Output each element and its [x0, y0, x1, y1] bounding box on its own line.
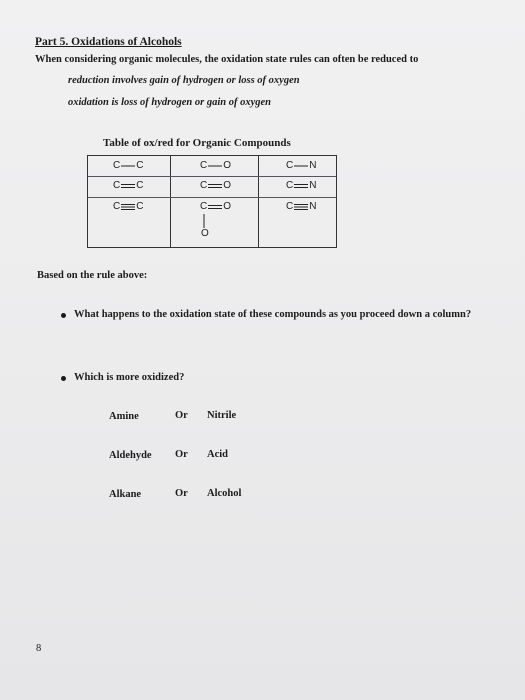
- atom-label: C: [286, 201, 294, 212]
- atom-label: C: [113, 201, 121, 212]
- atom-label: N: [309, 201, 317, 212]
- bullet-icon: [61, 376, 66, 381]
- bond-1-icon: [121, 161, 135, 171]
- question-column-trend: What happens to the oxidation state of these compounds as you proceed down a column?: [74, 309, 472, 320]
- atom-label: C: [136, 160, 144, 171]
- bond-3-icon: [294, 202, 308, 212]
- atom-label: C: [286, 180, 294, 191]
- atom-label: O: [223, 201, 232, 212]
- page-number: 8: [36, 643, 42, 654]
- atom-label: C: [286, 160, 294, 171]
- oxidation-table: [87, 155, 337, 248]
- pair-or: Or: [175, 410, 188, 421]
- bond-3-icon: [121, 202, 135, 212]
- table-divider: [170, 156, 171, 247]
- bond-cell: [286, 160, 316, 171]
- atom-label: N: [309, 160, 317, 171]
- oxidation-rule: oxidation is loss of hydrogen or gain of oxygen: [68, 97, 272, 108]
- bond-1-icon: [208, 161, 222, 171]
- bullet-icon: [61, 313, 66, 318]
- bond-2-icon: [208, 181, 222, 191]
- bond-cell: [113, 180, 143, 191]
- bond-2-icon: [208, 202, 222, 212]
- pair-right: Acid: [207, 449, 228, 460]
- bond-2-icon: [294, 181, 308, 191]
- reduction-rule: reduction involves gain of hydrogen or loss of oxygen: [68, 75, 300, 86]
- atom-label: C: [136, 201, 144, 212]
- pair-or: Or: [175, 488, 188, 499]
- bond-cell: [200, 180, 231, 191]
- atom-label: N: [309, 180, 317, 191]
- bond-1-icon: [202, 214, 206, 228]
- pair-right: Alcohol: [207, 488, 242, 499]
- pair-right: Nitrile: [207, 410, 237, 421]
- table-title: Table of ox/red for Organic Compounds: [103, 137, 291, 149]
- bond-cell: [286, 180, 316, 191]
- atom-label: C: [200, 180, 208, 191]
- table-divider: [258, 156, 259, 247]
- part-title: Part 5. Oxidations of Alcohols: [35, 36, 182, 48]
- bond-cell: [200, 160, 231, 171]
- question-more-oxidized: Which is more oxidized?: [74, 372, 185, 383]
- bond-2-icon: [121, 181, 135, 191]
- bond-1-icon: [294, 161, 308, 171]
- atom-label: C: [136, 180, 144, 191]
- intro-text: When considering organic molecules, the oxidation state rules can often be reduced to: [35, 54, 419, 65]
- atom-label: O: [223, 180, 232, 191]
- atom-label: C: [113, 160, 121, 171]
- atom-label: C: [200, 201, 208, 212]
- atom-label: C: [113, 180, 121, 191]
- atom-label: O: [223, 160, 232, 171]
- pair-left: Alkane: [109, 489, 142, 500]
- pair-or: Or: [175, 449, 188, 460]
- bond-cell: [113, 201, 143, 212]
- atom-label: O: [201, 228, 209, 239]
- table-divider: [88, 176, 336, 177]
- table-divider: [88, 197, 336, 198]
- bond-cell: [286, 201, 316, 212]
- bond-cell: [113, 160, 143, 171]
- based-on-label: Based on the rule above:: [37, 270, 148, 281]
- pair-left: Amine: [109, 411, 139, 422]
- bond-cell: [200, 201, 231, 212]
- pair-left: Aldehyde: [109, 450, 152, 461]
- atom-label: C: [200, 160, 208, 171]
